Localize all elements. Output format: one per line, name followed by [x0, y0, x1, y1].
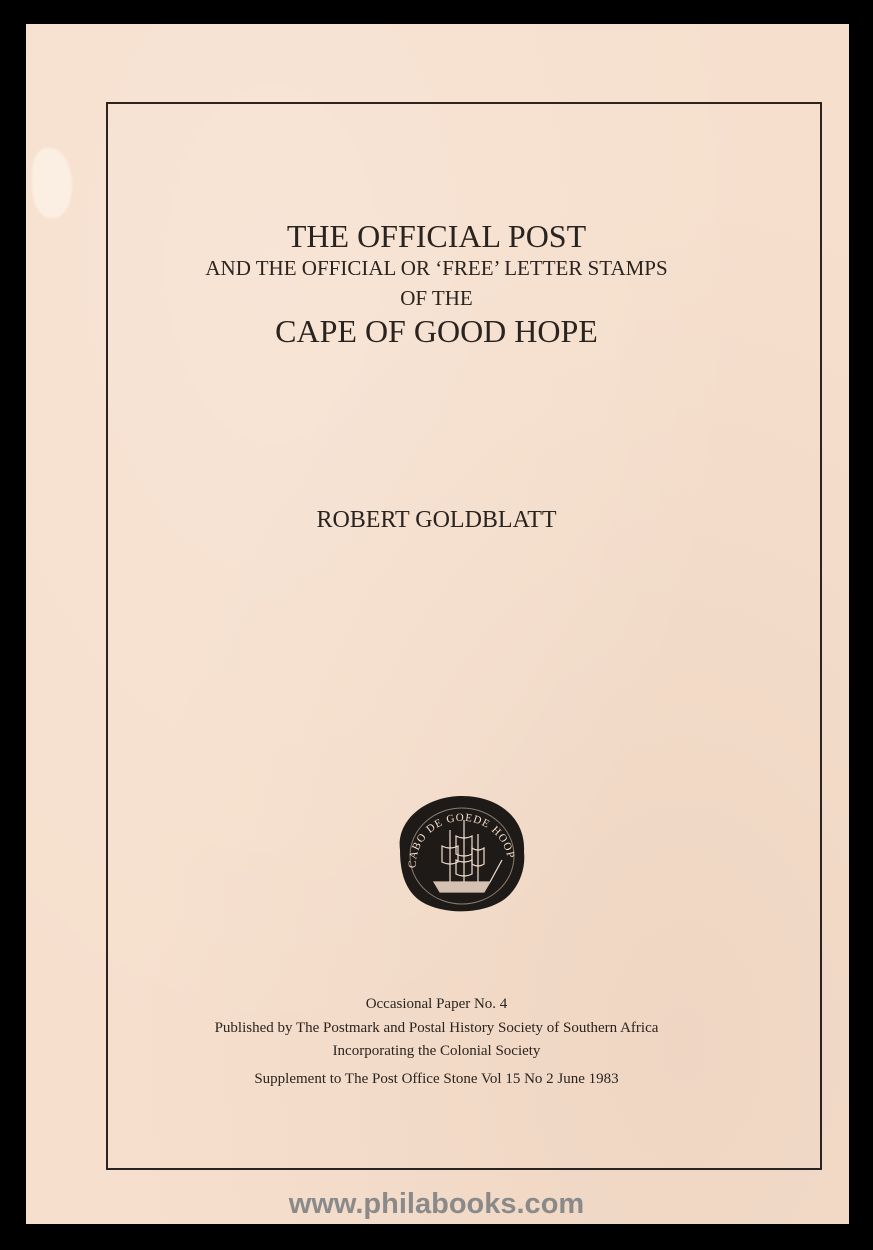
title-line-4: CAPE OF GOOD HOPE: [275, 313, 598, 349]
title-line-3: OF THE: [400, 286, 473, 310]
incorporation-line: Incorporating the Colonial Society: [332, 1043, 541, 1059]
cape-seal-emblem: [386, 790, 536, 920]
title-line-1: THE OFFICIAL POST: [286, 218, 587, 254]
title-line-2: AND THE OFFICIAL OR ‘FREE’ LETTER STAMPS: [205, 256, 668, 280]
seal-text: CABO DE GOEDE HOOP: [406, 811, 517, 869]
site-watermark: www.philabooks.com: [288, 1188, 585, 1220]
author-name: ROBERT GOLDBLATT: [316, 507, 557, 533]
supplement-line: Supplement to The Post Office Stone Vol 15 No 2 June 1983: [254, 1071, 619, 1087]
publisher-line: Published by The Postmark and Postal History Society of Southern Africa: [214, 1020, 659, 1036]
paper-stain: [32, 148, 72, 218]
occasional-paper-number: Occasional Paper No. 4: [365, 996, 508, 1012]
